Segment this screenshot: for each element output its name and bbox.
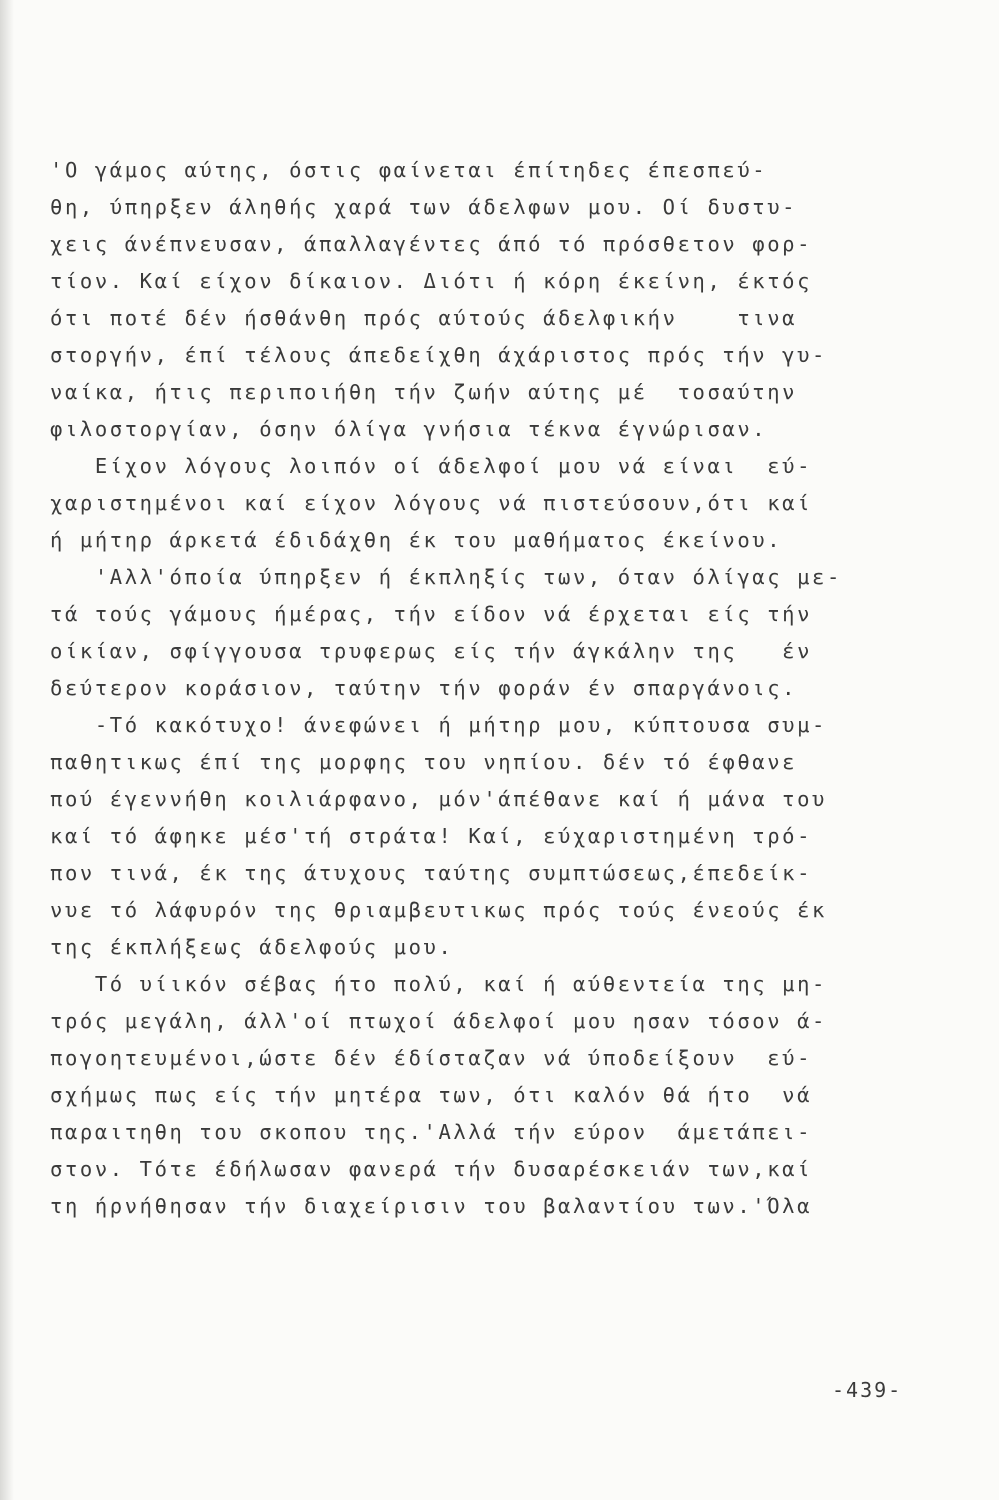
text-line-23: Τό υίικόν σέβας ήτο πολύ, καί ή αύθεντεία της μη- — [50, 972, 827, 996]
text-line-11: ή μήτηρ άρκετά έδιδάχθη έκ του μαθήματος έκείνου. — [50, 528, 783, 552]
text-line-8: φιλοστοργίαν, όσην όλίγα γνήσια τέκνα έγνώρισαν. — [50, 417, 768, 441]
text-line-19: καί τό άφηκε μέσ'τή στράτα! Καί, εύχαριστημένη τρό- — [50, 824, 813, 848]
text-line-24: τρός μεγάλη, άλλ'οί πτωχοί άδελφοί μου ησαν τόσον ά- — [50, 1009, 827, 1033]
text-line-12: 'Αλλ'όποία ύπηρξεν ή έκπληξίς των, όταν όλίγας με- — [50, 565, 842, 589]
text-line-13: τά τούς γάμους ήμέρας, τήν είδον νά έρχεται είς τήν — [50, 602, 813, 626]
text-line-5: ότι ποτέ δέν ήσθάνθη πρός αύτούς άδελφικήν τινα — [50, 306, 798, 330]
text-line-18: πού έγεννήθη κοιλιάρφανο, μόν'άπέθανε καί ή μάνα του — [50, 787, 827, 811]
text-line-28: στον. Τότε έδήλωσαν φανερά τήν δυσαρέσκειάν των,καί — [50, 1157, 813, 1181]
text-line-9: Είχον λόγους λοιπόν οί άδελφοί μου νά είναι εύ- — [50, 454, 813, 478]
page-number: -439- — [832, 1378, 903, 1402]
text-line-21: νυε τό λάφυρόν της θριαμβευτικως πρός τούς ένεούς έκ — [50, 898, 827, 922]
text-line-22: της έκπλήξεως άδελφούς μου. — [50, 935, 454, 959]
text-line-6: στοργήν, έπί τέλους άπεδείχθη άχάριστος πρός τήν γυ- — [50, 343, 827, 367]
text-line-26: σχήμως πως είς τήν μητέρα των, ότι καλόν θά ήτο νά — [50, 1083, 813, 1107]
text-line-29: τη ήρνήθησαν τήν διαχείρισιν του βαλαντίου των.'Όλα — [50, 1194, 813, 1218]
text-line-15: δεύτερον κοράσιον, ταύτην τήν φοράν έν σπαργάνοις. — [50, 676, 798, 700]
text-line-17: παθητικως έπί της μορφης του νηπίου. δέν τό έφθανε — [50, 750, 798, 774]
text-line-20: πον τινά, έκ της άτυχους ταύτης συμπτώσεως,έπεδείκ- — [50, 861, 813, 885]
text-line-4: τίον. Καί είχον δίκαιον. Διότι ή κόρη έκείνη, έκτός — [50, 269, 813, 293]
text-line-3: χεις άνέπνευσαν, άπαλλαγέντες άπό τό πρόσθετον φορ- — [50, 232, 813, 256]
text-line-1: 'Ο γάμος αύτης, όστις φαίνεται έπίτηδες έπεσπεύ- — [50, 158, 768, 182]
page-edge-shadow — [0, 0, 14, 1500]
text-line-27: παραιτηθη του σκοπου της.'Αλλά τήν εύρον άμετάπει- — [50, 1120, 813, 1144]
text-line-25: πογοητευμένοι,ώστε δέν έδίσταζαν νά ύποδείξουν εύ- — [50, 1046, 813, 1070]
text-line-16: -Τό κακότυχο! άνεφώνει ή μήτηρ μου, κύπτουσα συμ- — [50, 713, 827, 737]
text-line-14: οίκίαν, σφίγγουσα τρυφερως είς τήν άγκάλην της έν — [50, 639, 813, 663]
text-line-7: ναίκα, ήτις περιποιήθη τήν ζωήν αύτης μέ τοσαύτην — [50, 380, 798, 404]
text-line-10: χαριστημένοι καί είχον λόγους νά πιστεύσουν,ότι καί — [50, 491, 813, 515]
text-line-2: θη, ύπηρξεν άληθής χαρά των άδελφων μου. Οί δυστυ- — [50, 195, 798, 219]
body-text — [50, 152, 930, 1225]
